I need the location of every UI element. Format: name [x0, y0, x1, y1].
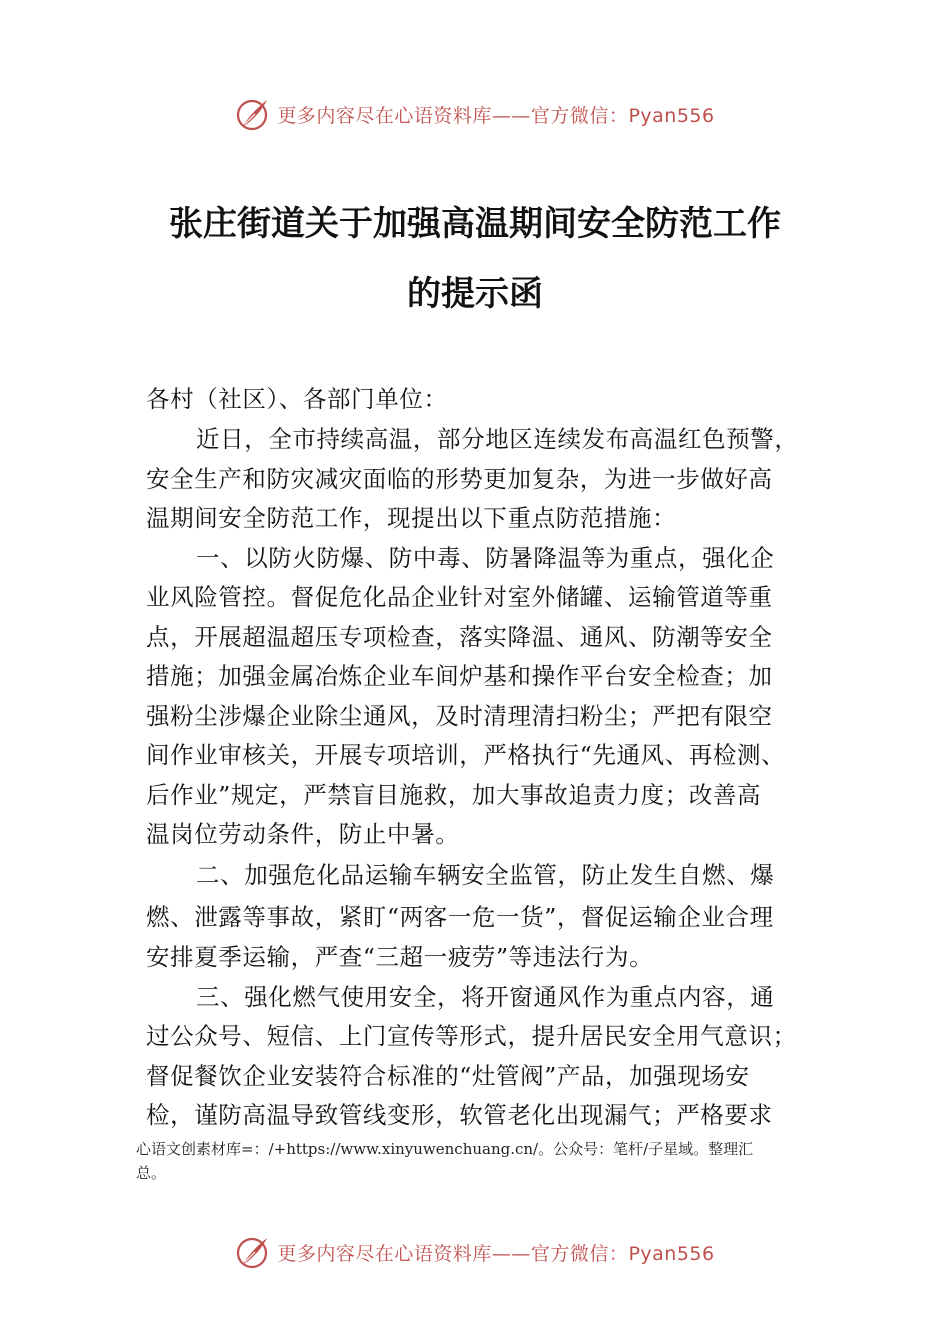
body-line: 督促餐饮企业安装符合标准的“灶管阀”产品，加强现场安 — [146, 1062, 750, 1090]
body-line: 温期间安全防范工作，现提出以下重点防范措施： — [146, 504, 677, 532]
body-line: 近日，全市持续高温，部分地区连续发布高温红色预警， — [196, 425, 799, 453]
header-watermark — [0, 94, 950, 134]
footer-watermark — [0, 1232, 950, 1272]
body-line: 措施；加强金属冶炼企业车间炉基和操作平台安全检查；加 — [146, 662, 773, 690]
footer-source-note-cont: 总。 — [136, 1164, 167, 1182]
body-line: 温岗位劳动条件，防止中暑。 — [146, 820, 460, 848]
watermark-text — [277, 101, 714, 128]
watermark-wechat-id: Pyan556 — [628, 104, 715, 127]
body-line: 安全生产和防灾减灾面临的形势更加复杂，为进一步做好高 — [146, 465, 773, 493]
salutation-line: 各村（社区）、各部门单位： — [146, 385, 448, 413]
body-line: 检，谨防高温导致管线变形，软管老化出现漏气；严格要求 — [146, 1101, 773, 1129]
watermark-brand: 更多内容尽在心语资料库 — [277, 1242, 492, 1265]
watermark-text — [277, 1239, 714, 1266]
document-title-line-1: 张庄街道关于加强高温期间安全防范工作 — [169, 204, 781, 244]
document-title-line-2: 的提示函 — [407, 274, 543, 314]
watermark-dash: —— — [491, 1242, 531, 1265]
quill-pen-logo-icon — [235, 1234, 271, 1270]
body-line: 过公众号、短信、上门宣传等形式，提升居民安全用气意识； — [146, 1022, 797, 1050]
quill-pen-logo-icon — [235, 96, 271, 132]
body-line: 点，开展超温超压专项检查，落实降温、通风、防潮等安全 — [146, 623, 773, 651]
watermark-wechat-label: 官方微信： — [530, 1242, 629, 1265]
body-line: 二、加强危化品运输车辆安全监管，防止发生自燃、爆 — [196, 861, 775, 889]
watermark-wechat-id: Pyan556 — [628, 1242, 715, 1265]
watermark-wechat-label: 官方微信： — [530, 104, 629, 127]
body-line: 燃、泄露等事故，紧盯“两客一危一货”，督促运输企业合理 — [146, 903, 774, 931]
body-line: 间作业审核关，开展专项培训，严格执行“先通风、再检测、 — [146, 741, 786, 769]
watermark-brand: 更多内容尽在心语资料库 — [277, 104, 492, 127]
body-line: 一、以防火防爆、防中毒、防暑降温等为重点，强化企 — [196, 544, 775, 572]
body-line: 安排夏季运输，严查“三超一疲劳”等违法行为。 — [146, 943, 654, 971]
footer-source-note: 心语文创素材库=：/+https://www.xinyuwenchuang.cn/。公众号：笔杆/子星域。整理汇 — [136, 1140, 754, 1158]
body-line: 三、强化燃气使用安全，将开窗通风作为重点内容，通 — [196, 983, 775, 1011]
body-line: 业风险管控。督促危化品企业针对室外储罐、运输管道等重 — [146, 583, 773, 611]
body-line: 强粉尘涉爆企业除尘通风，及时清理清扫粉尘；严把有限空 — [146, 702, 773, 730]
body-line: 后作业”规定，严禁盲目施救，加大事故追责力度；改善高 — [146, 781, 762, 809]
watermark-dash: —— — [491, 104, 531, 127]
